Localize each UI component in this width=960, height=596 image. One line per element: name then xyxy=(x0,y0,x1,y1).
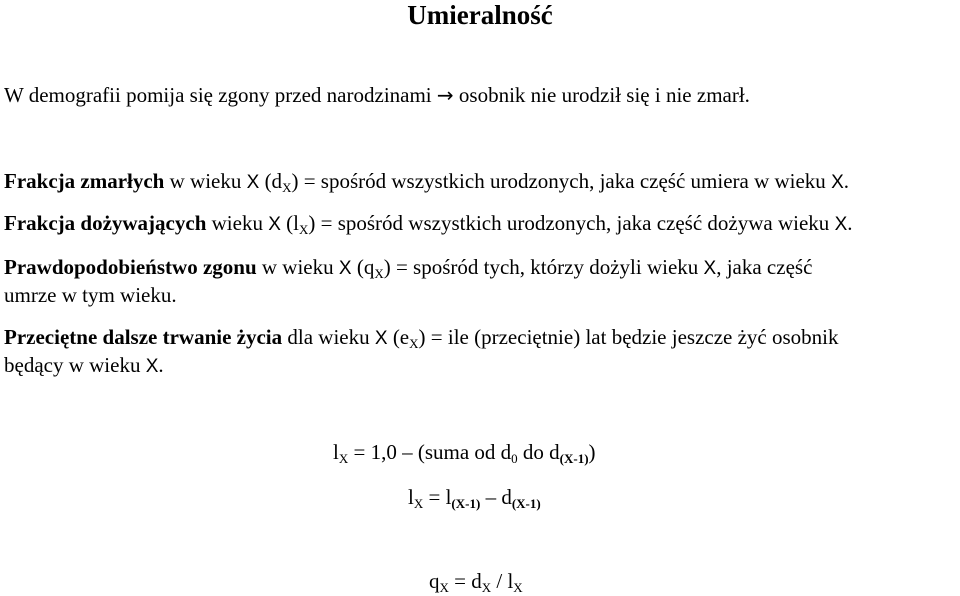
age-symbol: X xyxy=(374,328,388,349)
definition-life-expectancy-line2 xyxy=(4,350,954,382)
subscript: (X-1) xyxy=(511,496,541,511)
definition-text: w wieku xyxy=(164,169,247,193)
formula-text: = l xyxy=(423,485,452,509)
subscript: X xyxy=(298,222,309,237)
definition-symbol: (e xyxy=(387,325,410,349)
definition-symbol: (d xyxy=(259,169,283,193)
subscript: X xyxy=(439,580,449,595)
intro-text-before: W demografii pomija się zgony przed narodzinami xyxy=(4,83,437,107)
age-symbol: X xyxy=(338,258,352,279)
definition-text: = spośród tych, którzy dożyli wieku xyxy=(390,255,704,279)
age-symbol: X xyxy=(831,172,844,193)
subscript: X xyxy=(409,336,419,351)
definition-symbol-close: ) xyxy=(308,211,316,235)
definition-death-probability-line2 xyxy=(4,280,954,310)
formula-text: / l xyxy=(491,569,514,593)
definition-symbol-close: ) xyxy=(418,325,426,349)
formula-death-probability xyxy=(429,566,960,596)
formula-survivors-recursive xyxy=(408,482,960,512)
age-symbol: X xyxy=(834,214,848,235)
definition-symbol-close: ) xyxy=(383,255,391,279)
definition-survivors-fraction xyxy=(4,208,954,240)
subscript: (X-1) xyxy=(451,496,481,511)
definition-text: dla wieku xyxy=(282,325,375,349)
definition-text: umrze w tym wieku. xyxy=(4,283,177,307)
subscript: X xyxy=(481,580,492,595)
definition-symbol-close: ) xyxy=(291,169,299,193)
formula-symbol: l xyxy=(333,440,339,464)
age-symbol: X xyxy=(145,356,159,377)
subscript: X xyxy=(413,496,424,511)
definition-text: wieku xyxy=(206,211,269,235)
formula-text: ) xyxy=(588,440,596,464)
definition-text: = ile (przeciętnie) lat będzie jeszcze żyć osobnik xyxy=(425,325,839,349)
age-symbol: X xyxy=(268,214,281,235)
formula-text: = 1,0 – (suma od d xyxy=(348,440,512,464)
definition-symbol: (l xyxy=(280,211,299,235)
definition-end: . xyxy=(847,211,853,235)
definition-text: będący w wieku xyxy=(4,353,146,377)
age-symbol: X xyxy=(246,172,260,193)
formula-survivors xyxy=(333,437,960,467)
definition-term: Przeciętne dalsze trwanie życia xyxy=(4,325,283,349)
definition-term: Frakcja dożywających xyxy=(4,211,207,235)
definition-text: = spośród wszystkich urodzonych, jaka część dożywa wieku xyxy=(315,211,835,235)
page-title: Umieralność xyxy=(407,0,553,30)
subscript: (X-1) xyxy=(559,451,589,466)
subscript: X xyxy=(338,451,349,466)
formula-symbol: q xyxy=(429,569,440,593)
formula-text: do d xyxy=(517,440,560,464)
definition-end: . xyxy=(158,353,164,377)
definition-term: Frakcja zmarłych xyxy=(4,169,165,193)
right-arrow-icon: → xyxy=(436,83,454,107)
intro-line xyxy=(4,80,954,110)
definition-text: = spośród wszystkich urodzonych, jaka część umiera w wieku xyxy=(298,169,832,193)
age-symbol: X xyxy=(703,258,717,279)
subscript: X xyxy=(374,266,384,281)
subscript: X xyxy=(282,180,292,195)
definition-term: Prawdopodobieństwo zgonu xyxy=(4,255,257,279)
subscript: X xyxy=(513,580,523,595)
formula-symbol: l xyxy=(408,485,414,509)
formula-text: = d xyxy=(448,569,482,593)
definition-end: . xyxy=(843,169,849,193)
definition-text: w wieku xyxy=(256,255,339,279)
definition-symbol: (q xyxy=(351,255,375,279)
formula-text: – d xyxy=(480,485,512,509)
definition-deaths-fraction xyxy=(4,166,954,198)
intro-text-after: osobnik nie urodził się i nie zmarł. xyxy=(453,83,750,107)
definition-end: , jaka część xyxy=(716,255,813,279)
subscript: 0 xyxy=(511,451,518,466)
